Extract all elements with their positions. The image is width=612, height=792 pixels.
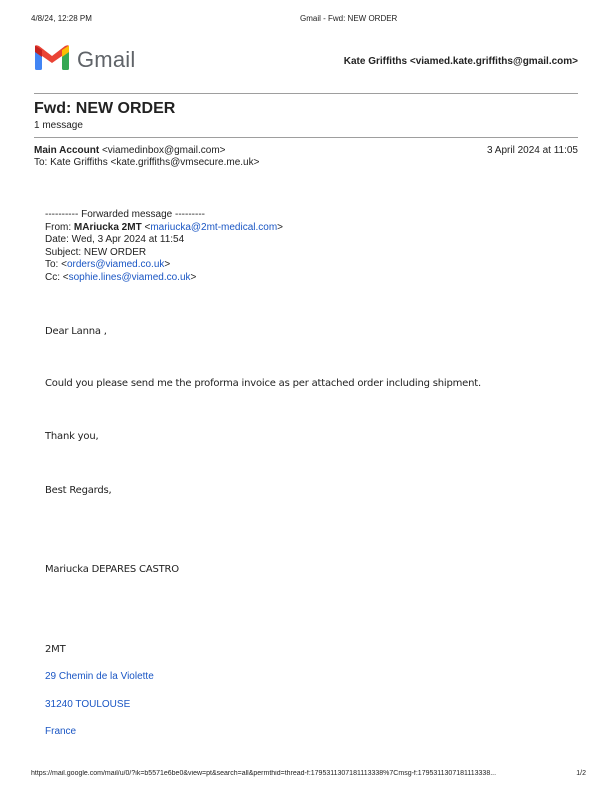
forwarded-cc-email-link[interactable]: sophie.lines@viamed.co.uk [68,271,191,283]
forwarded-subject: Subject: NEW ORDER [45,246,147,258]
forwarded-from: From: MAriucka 2MT <mariucka@2mt-medical.com> [45,221,284,233]
forwarded-date: Date: Wed, 3 Apr 2024 at 11:54 [45,234,185,245]
forwarded-to-email-link[interactable]: orders@viamed.co.uk [66,259,165,270]
forwarded-from-name: MAriucka 2MT [73,221,142,233]
sender-email: <viamedinbox@gmail.com> [101,145,226,156]
body-thanks: Thank you, [45,431,99,442]
body-greeting: Dear Lanna , [45,326,107,337]
address-street-link[interactable]: 29 Chemin de la Violette [45,671,154,682]
forwarded-to: To: <orders@viamed.co.uk> [45,259,171,270]
address-country-link[interactable]: France [45,726,77,737]
message-date: 3 April 2024 at 11:05 [487,145,578,156]
forwarded-from-email-link[interactable]: mariucka@2mt-medical.com [150,221,278,233]
gmail-logo[interactable] [34,44,70,77]
forwarded-cc: Cc: <sophie.lines@viamed.co.uk> [45,271,197,283]
sender-name: Main Account [34,145,100,156]
gmail-m-icon [34,44,70,72]
gmail-logo-text: Gmail [77,47,136,72]
message-from [34,145,226,156]
account-email: Kate Griffiths <viamed.kate.griffiths@gmail.com> [343,56,578,67]
forwarded-separator: ---------- Forwarded message --------- [45,209,205,220]
address-city-link[interactable]: 31240 TOULOUSE [45,699,131,710]
body-regards: Best Regards, [45,485,112,496]
forwarded-block [45,209,283,284]
body-request: Could you please send me the proforma invoice as per attached order including shipment. [45,378,481,389]
print-datetime: 4/8/24, 12:28 PM [31,14,92,23]
print-page-title: Gmail - Fwd: NEW ORDER [300,14,398,23]
message-count: 1 message [34,120,83,131]
thread-subject: Fwd: NEW ORDER [34,100,176,117]
print-footer-url: https://mail.google.com/mail/u/0/?ik=b5571e6be0&view=pt&search=all&permthid=thread-f:1795311307181113338%7Cmsg-f:1795311307181113338... [31,770,497,777]
body-company: 2MT [45,644,66,655]
subject-divider [34,137,578,138]
message-to: To: Kate Griffiths <kate.griffiths@vmsecure.me.uk> [34,157,260,168]
print-page-number: 1/2 [576,770,586,777]
header-divider [34,93,578,94]
body-sender-name: Mariucka DEPARES CASTRO [45,564,179,575]
